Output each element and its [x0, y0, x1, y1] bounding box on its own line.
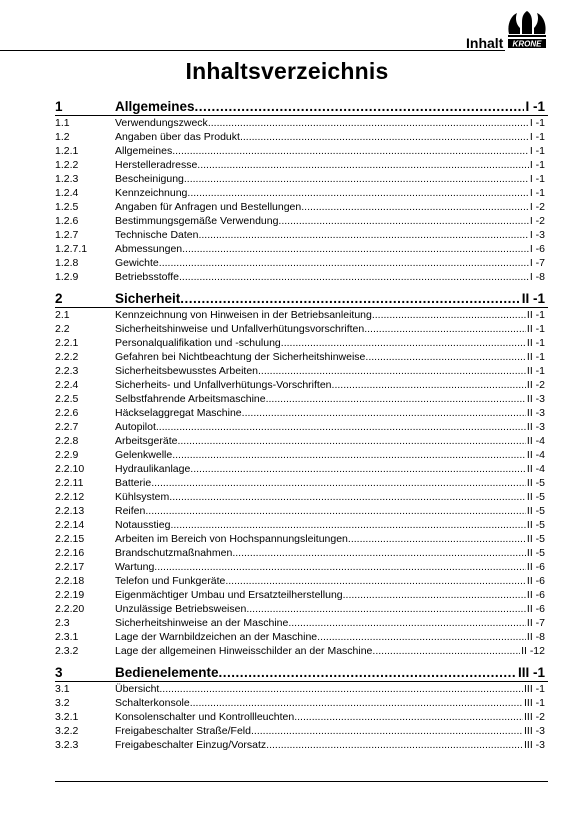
toc-leader	[251, 725, 523, 738]
toc-leader	[198, 229, 528, 242]
toc-entry-title: Hydraulikanlage	[115, 463, 191, 475]
toc-entry-number: 2.2	[55, 323, 70, 335]
toc-entry-page: II -3	[526, 393, 545, 405]
toc-leader	[177, 435, 525, 448]
toc-entry-number: 2.2.6	[55, 407, 79, 419]
section-divider	[55, 307, 548, 308]
toc-entry-page: III -2	[523, 711, 545, 723]
toc-entry-page: I -3	[529, 229, 545, 241]
toc-section-page: I -1	[525, 99, 545, 114]
toc-entry-title: Gefahren bei Nichtbeachtung der Sicherheitshinweise	[115, 351, 366, 363]
toc-entry-page: II -5	[526, 491, 545, 503]
toc-leader	[208, 117, 529, 130]
toc-entry[interactable]	[55, 351, 545, 364]
toc-entry-page: II -8	[526, 631, 545, 643]
toc-entry-title: Abmessungen	[115, 243, 183, 255]
toc-entry-page: I -6	[529, 243, 545, 255]
toc-entry-title: Kennzeichnung von Hinweisen in der Betriebsanleitung	[115, 309, 372, 321]
toc-entry-page: II -4	[526, 435, 545, 447]
toc-entry[interactable]	[55, 617, 545, 630]
toc-leader	[151, 477, 526, 490]
toc-entry-page: I -7	[529, 257, 545, 269]
toc-entry-title: Verwendungszweck	[115, 117, 208, 129]
toc-leader	[187, 187, 528, 200]
toc-entry[interactable]	[55, 575, 545, 588]
toc-entry[interactable]	[55, 683, 545, 696]
toc-leader	[266, 393, 526, 406]
toc-entry-title: Technische Daten	[115, 229, 199, 241]
toc-leader	[190, 697, 523, 710]
toc-entry-number: 1.2	[55, 131, 70, 143]
section-divider	[55, 681, 548, 682]
toc-entry[interactable]	[55, 323, 545, 336]
toc-entry-page: II -3	[526, 421, 545, 433]
toc-entry-title: Eigenmächtiger Umbau und Ersatzteilherstellung	[115, 589, 343, 601]
toc-entry[interactable]	[55, 463, 545, 476]
toc-entry-number: 2.2.17	[55, 561, 85, 573]
toc-entry-title: Häckselaggregat Maschine	[115, 407, 242, 419]
toc-leader	[364, 323, 526, 336]
toc-entry[interactable]	[55, 159, 545, 172]
toc-entry[interactable]	[55, 145, 545, 158]
toc-entry-number: 2.2.18	[55, 575, 85, 587]
toc-entry-title: Freigabeschalter Straße/Feld	[115, 725, 251, 737]
toc-entry-title: Arbeiten im Bereich von Hochspannungsleitungen	[115, 533, 348, 545]
toc-entry-page: II -6	[526, 575, 545, 587]
toc-entry-number: 3.1	[55, 683, 70, 695]
header-rule	[0, 50, 505, 51]
toc-section-number: 3	[55, 665, 63, 680]
toc-leader	[154, 561, 526, 574]
toc-leader	[301, 201, 529, 214]
toc-entry-page: II -1	[526, 323, 545, 335]
toc-entry-title: Herstelleradresse	[115, 159, 198, 171]
toc-entry-number: 2.1	[55, 309, 70, 321]
toc-leader	[258, 365, 526, 378]
toc-entry-page: III -3	[523, 725, 545, 737]
toc-entry-number: 2.2.1	[55, 337, 79, 349]
toc-entry[interactable]	[55, 435, 545, 448]
toc-entry-title: Angaben für Anfragen und Bestellungen	[115, 201, 302, 213]
toc-entry[interactable]	[55, 215, 545, 228]
toc-entry-page: II -6	[526, 561, 545, 573]
toc-entry-title: Unzulässige Betriebsweisen	[115, 603, 247, 615]
toc-leader	[180, 291, 520, 307]
toc-entry-title: Sicherheitshinweise an der Maschine	[115, 617, 289, 629]
toc-entry-number: 2.3.1	[55, 631, 79, 643]
toc-entry-number: 1.2.7	[55, 229, 79, 241]
toc-entry-number: 2.2.19	[55, 589, 85, 601]
toc-entry-title: Betriebsstoffe	[115, 271, 180, 283]
toc-section[interactable]	[55, 665, 545, 681]
toc-entry-page: II -5	[526, 547, 545, 559]
toc-entry-number: 1.2.1	[55, 145, 79, 157]
toc-entry-number: 1.2.6	[55, 215, 79, 227]
toc-entry-number: 2.2.12	[55, 491, 85, 503]
toc-entry-number: 2.2.14	[55, 519, 85, 531]
toc-entry-title: Übersicht	[115, 683, 160, 695]
toc-entry-page: II -2	[526, 379, 545, 391]
toc-entry-title: Lage der allgemeinen Hinweisschilder an der Maschine	[115, 645, 373, 657]
toc-leader	[197, 159, 529, 172]
toc-entry[interactable]	[55, 407, 545, 420]
toc-leader	[232, 547, 526, 560]
toc-entry-title: Gelenkwelle	[115, 449, 173, 461]
toc-entry-title: Telefon und Funkgeräte	[115, 575, 226, 587]
toc-entry[interactable]	[55, 243, 545, 256]
toc-leader	[184, 173, 529, 186]
toc-leader	[195, 99, 525, 115]
toc-leader	[348, 533, 526, 546]
toc-entry-page: I -2	[529, 201, 545, 213]
toc-entry[interactable]	[55, 187, 545, 200]
toc-entry-title: Allgemeines	[115, 145, 173, 157]
toc-leader	[365, 351, 526, 364]
section-divider	[55, 115, 548, 116]
toc-entry[interactable]	[55, 449, 545, 462]
toc-entry[interactable]	[55, 547, 545, 560]
toc-entry-number: 1.2.8	[55, 257, 79, 269]
toc-entry-number: 1.2.3	[55, 173, 79, 185]
toc-leader	[332, 379, 526, 392]
toc-entry-page: II -6	[526, 603, 545, 615]
toc-entry-page: II -1	[526, 309, 545, 321]
toc-entry-number: 2.2.16	[55, 547, 85, 559]
toc-entry[interactable]	[55, 739, 545, 752]
toc-leader	[288, 617, 526, 630]
toc-entry-page: II -5	[526, 519, 545, 531]
toc-entry-number: 2.2.10	[55, 463, 85, 475]
toc-entry-number: 1.1	[55, 117, 70, 129]
toc-entry-number: 3.2.1	[55, 711, 79, 723]
toc-entry-title: Kennzeichnung	[115, 187, 188, 199]
toc-entry-page: II -6	[526, 589, 545, 601]
toc-entry-title: Wartung	[115, 561, 155, 573]
toc-leader	[266, 739, 523, 752]
toc-leader	[294, 711, 523, 724]
toc-entry-number: 3.2	[55, 697, 70, 709]
toc-entry-page: I -1	[529, 159, 545, 171]
toc-leader	[372, 645, 520, 658]
toc-leader	[159, 683, 523, 696]
toc-entry-number: 2.3	[55, 617, 70, 629]
toc-leader	[156, 421, 526, 434]
toc-entry-number: 2.2.11	[55, 477, 84, 489]
toc-section-title: Allgemeines	[115, 99, 195, 114]
toc-entry-title: Reifen	[115, 505, 146, 517]
toc-entry-number: 1.2.7.1	[55, 243, 88, 255]
toc-entry[interactable]	[55, 421, 545, 434]
toc-entry[interactable]	[55, 533, 545, 546]
toc-section-number: 2	[55, 291, 63, 306]
toc-entry-number: 2.2.13	[55, 505, 85, 517]
toc-entry-title: Bestimmungsgemäße Verwendung	[115, 215, 279, 227]
toc-leader	[190, 463, 526, 476]
toc-entry[interactable]	[55, 131, 545, 144]
toc-entry[interactable]	[55, 631, 545, 644]
toc-entry-page: II -7	[526, 617, 545, 629]
toc-entry-page: I -1	[529, 131, 545, 143]
footer-rule	[55, 781, 548, 782]
toc-entry-title: Selbstfahrende Arbeitsmaschine	[115, 393, 266, 405]
toc-section-page: II -1	[521, 291, 545, 306]
toc-entry-page: II -12	[521, 645, 545, 657]
page-title: Inhaltsverzeichnis	[185, 58, 389, 84]
toc-entry-title: Lage der Warnbildzeichen an der Maschine	[115, 631, 318, 643]
toc-leader	[240, 131, 529, 144]
toc-entry-number: 2.2.2	[55, 351, 79, 363]
toc-entry-page: I -2	[529, 215, 545, 227]
toc-section-title: Bedienelemente	[115, 665, 219, 680]
toc-entry-number: 2.2.5	[55, 393, 79, 405]
toc-leader	[278, 215, 528, 228]
toc-entry-page: III -1	[523, 697, 545, 709]
toc-entry-number: 2.2.8	[55, 435, 79, 447]
toc-section-number: 1	[55, 99, 63, 114]
toc-entry-title: Arbeitsgeräte	[115, 435, 178, 447]
toc-entry-number: 3.2.3	[55, 739, 79, 751]
toc-leader	[219, 665, 517, 681]
toc-entry-title: Personalqualifikation und -schulung	[115, 337, 281, 349]
toc-entry-page: II -4	[526, 449, 545, 461]
toc-entry-number: 2.3.2	[55, 645, 79, 657]
toc-entry-page: II -4	[526, 463, 545, 475]
toc-entry-page: II -1	[526, 365, 545, 377]
toc-entry[interactable]	[55, 477, 545, 490]
toc-entry-page: III -1	[523, 683, 545, 695]
toc-entry[interactable]	[55, 603, 545, 616]
toc-section-page: III -1	[517, 665, 545, 680]
header-label: Inhalt	[466, 35, 504, 51]
toc-entry-page: II -1	[526, 351, 545, 363]
toc-entry[interactable]	[55, 519, 545, 532]
toc-leader	[246, 603, 526, 616]
toc-leader	[159, 257, 529, 270]
toc-entry-page: III -3	[523, 739, 545, 751]
toc-leader	[172, 449, 526, 462]
toc-entry-page: II -3	[526, 407, 545, 419]
toc-entry[interactable]	[55, 365, 545, 378]
logo-text: KRONE	[512, 39, 542, 49]
toc-entry-page: I -1	[529, 173, 545, 185]
toc-entry-title: Freigabeschalter Einzug/Vorsatz	[115, 739, 267, 751]
toc-entry-number: 2.2.20	[55, 603, 85, 615]
toc-entry-page: II -5	[526, 477, 545, 489]
toc-entry-title: Autopilot	[115, 421, 156, 433]
toc-entry-page: II -5	[526, 505, 545, 517]
krone-crown-logo-icon	[505, 10, 549, 50]
toc-entry[interactable]	[55, 589, 545, 602]
toc-entry-page: I -1	[529, 117, 545, 129]
toc-entry-number: 1.2.9	[55, 271, 79, 283]
toc-entry-page: II -5	[526, 533, 545, 545]
toc-entry-title: Konsolenschalter und Kontrollleuchten	[115, 711, 295, 723]
toc-leader	[343, 589, 526, 602]
toc-entry[interactable]	[55, 491, 545, 504]
toc-entry[interactable]	[55, 337, 545, 350]
toc-entry[interactable]	[55, 309, 545, 322]
toc-entry[interactable]	[55, 725, 545, 738]
toc-entry-number: 2.2.15	[55, 533, 85, 545]
toc-section[interactable]	[55, 99, 545, 115]
toc-entry-title: Schalterkonsole	[115, 697, 190, 709]
toc-entry-title: Sicherheits- und Unfallverhütungs-Vorschriften	[115, 379, 332, 391]
toc-entry[interactable]	[55, 711, 545, 724]
toc-entry-title: Gewichte	[115, 257, 159, 269]
toc-entry-number: 2.2.4	[55, 379, 79, 391]
toc-leader	[317, 631, 526, 644]
toc-entry[interactable]	[55, 117, 545, 130]
toc-leader	[225, 575, 526, 588]
toc-leader	[169, 491, 526, 504]
toc-entry-title: Angaben über das Produkt	[115, 131, 240, 143]
toc-leader	[372, 309, 526, 322]
toc-entry[interactable]	[55, 393, 545, 406]
toc-entry[interactable]	[55, 271, 545, 284]
toc-entry-page: I -1	[529, 145, 545, 157]
toc-leader	[179, 271, 529, 284]
toc-leader	[145, 505, 526, 518]
toc-entry[interactable]	[55, 257, 545, 270]
toc-entry-page: II -1	[526, 337, 545, 349]
toc-entry[interactable]	[55, 379, 545, 392]
toc-leader	[170, 519, 525, 532]
toc-entry-title: Sicherheitshinweise und Unfallverhütungsvorschriften	[115, 323, 365, 335]
toc-leader	[242, 407, 526, 420]
toc-entry-number: 2.2.9	[55, 449, 79, 461]
toc-entry-title: Notausstieg	[115, 519, 171, 531]
toc-entry-page: I -8	[529, 271, 545, 283]
toc-entry-title: Kühlsystem	[115, 491, 170, 503]
toc-entry[interactable]	[55, 201, 545, 214]
toc-entry[interactable]	[55, 561, 545, 574]
toc-entry[interactable]	[55, 229, 545, 242]
toc-entry-title: Bescheinigung	[115, 173, 184, 185]
toc-section[interactable]	[55, 291, 545, 307]
toc-entry-number: 2.2.3	[55, 365, 79, 377]
toc-entry-number: 1.2.5	[55, 201, 79, 213]
toc-entry-page: I -1	[529, 187, 545, 199]
toc-leader	[182, 243, 529, 256]
toc-entry-title: Sicherheitsbewusstes Arbeiten	[115, 365, 258, 377]
toc-entry-title: Brandschutzmaßnahmen	[115, 547, 233, 559]
toc-entry[interactable]	[55, 173, 545, 186]
toc-leader	[172, 145, 529, 158]
toc-entry-number: 1.2.2	[55, 159, 79, 171]
toc-entry-number: 1.2.4	[55, 187, 79, 199]
toc-entry[interactable]	[55, 645, 545, 658]
toc-entry[interactable]	[55, 697, 545, 710]
toc-section-title: Sicherheit	[115, 291, 181, 306]
toc-entry[interactable]	[55, 505, 545, 518]
toc-leader	[281, 337, 526, 350]
toc-entry-number: 3.2.2	[55, 725, 79, 737]
toc-entry-title: Batterie	[115, 477, 152, 489]
toc-entry-number: 2.2.7	[55, 421, 79, 433]
